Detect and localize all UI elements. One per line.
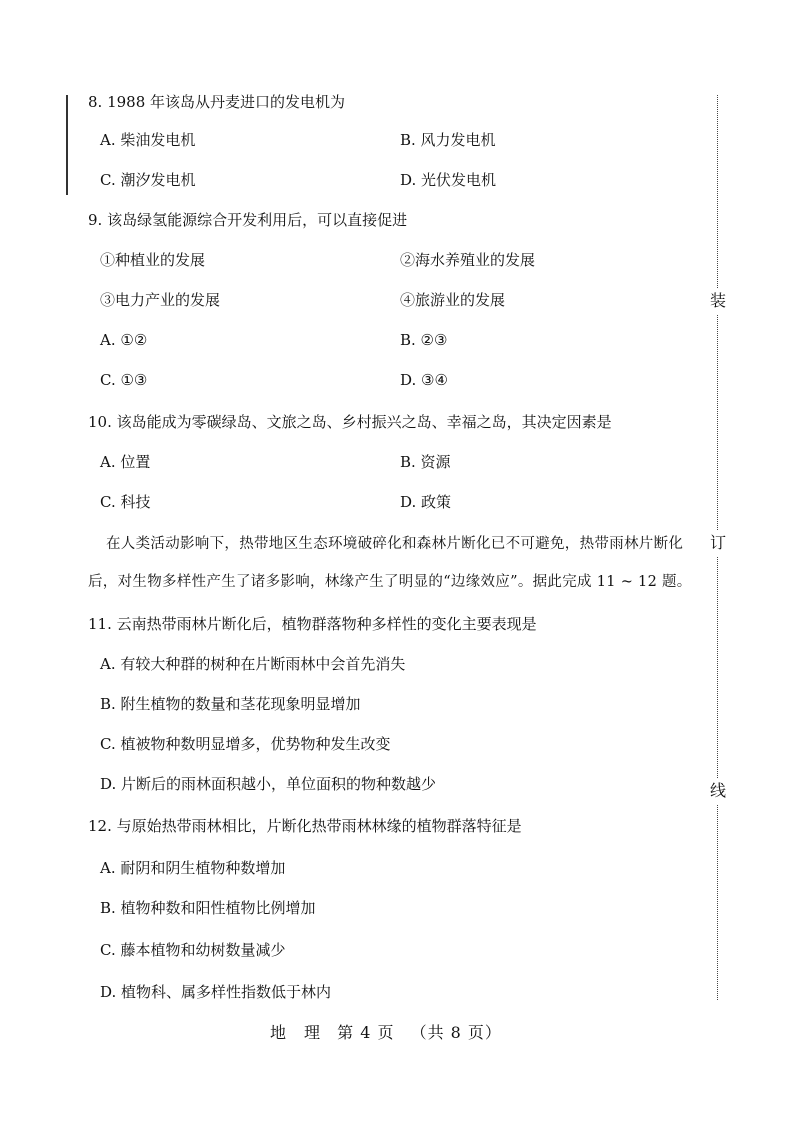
q9-option-a: A. ①② <box>100 331 148 349</box>
q10-option-b: B. 资源 <box>400 453 451 471</box>
q12-option-d: D. 植物科、属多样性指数低于林内 <box>100 983 332 1001</box>
q9-item-4: ④旅游业的发展 <box>400 291 506 309</box>
q12-option-b: B. 植物种数和阳性植物比例增加 <box>100 899 316 917</box>
q10-option-d: D. 政策 <box>400 493 452 511</box>
q8-option-a: A. 柴油发电机 <box>100 131 196 149</box>
q8-option-c: C. 潮汐发电机 <box>100 171 196 189</box>
q11-option-d: D. 片断后的雨林面积越小，单位面积的物种数越少 <box>100 775 437 793</box>
page-footer <box>270 1020 512 1043</box>
q9-option-b: B. ②③ <box>400 331 448 349</box>
q9-item-3: ③电力产业的发展 <box>100 291 221 309</box>
q11-option-c: C. 植被物种数明显增多，优势物种发生改变 <box>100 735 391 753</box>
passage-line-1: 在人类活动影响下，热带地区生态环境破碎化和森林片断化已不可避免，热带雨林片断化 <box>106 536 684 552</box>
q8-option-d: D. 光伏发电机 <box>400 171 497 189</box>
binding-char-ding: 订 <box>710 530 726 556</box>
q12-option-a: A. 耐阴和阴生植物种数增加 <box>100 859 286 877</box>
q11-stem: 11. 云南热带雨林片断化后，植物群落物种多样性的变化主要表现是 <box>88 615 537 633</box>
q10-stem: 10. 该岛能成为零碳绿岛、文旅之岛、乡村振兴之岛、幸福之岛，其决定因素是 <box>88 413 612 431</box>
q9-item-2: ②海水养殖业的发展 <box>400 251 536 269</box>
q9-item-1: ①种植业的发展 <box>100 251 206 269</box>
footer-subject: 地 理 <box>270 1023 322 1042</box>
q11-option-b: B. 附生植物的数量和茎花现象明显增加 <box>100 695 361 713</box>
q8-option-b: B. 风力发电机 <box>400 131 496 149</box>
q8-stem: 8. 1988 年该岛从丹麦进口的发电机为 <box>88 93 346 111</box>
binding-char-xian: 线 <box>710 778 726 804</box>
q10-option-c: C. 科技 <box>100 493 151 511</box>
q12-stem: 12. 与原始热带雨林相比，片断化热带雨林林缘的植物群落特征是 <box>88 817 522 835</box>
q9-stem: 9. 该岛绿氢能源综合开发利用后，可以直接促进 <box>88 211 408 229</box>
left-margin-mark <box>66 95 68 195</box>
q10-option-a: A. 位置 <box>100 453 151 471</box>
footer-page-number: 第 4 页 <box>337 1023 395 1042</box>
q9-option-d: D. ③④ <box>400 371 448 389</box>
q11-option-a: A. 有较大种群的树种在片断雨林中会首先消失 <box>100 655 406 673</box>
q9-option-c: C. ①③ <box>100 371 148 389</box>
footer-total-pages: （共 8 页） <box>410 1023 502 1042</box>
binding-char-zhuang: 装 <box>710 288 726 314</box>
q12-option-c: C. 藤本植物和幼树数量减少 <box>100 941 286 959</box>
passage-line-2: 后，对生物多样性产生了诸多影响，林缘产生了明显的“边缘效应”。据此完成 11 ~ 12 题。 <box>88 574 692 590</box>
